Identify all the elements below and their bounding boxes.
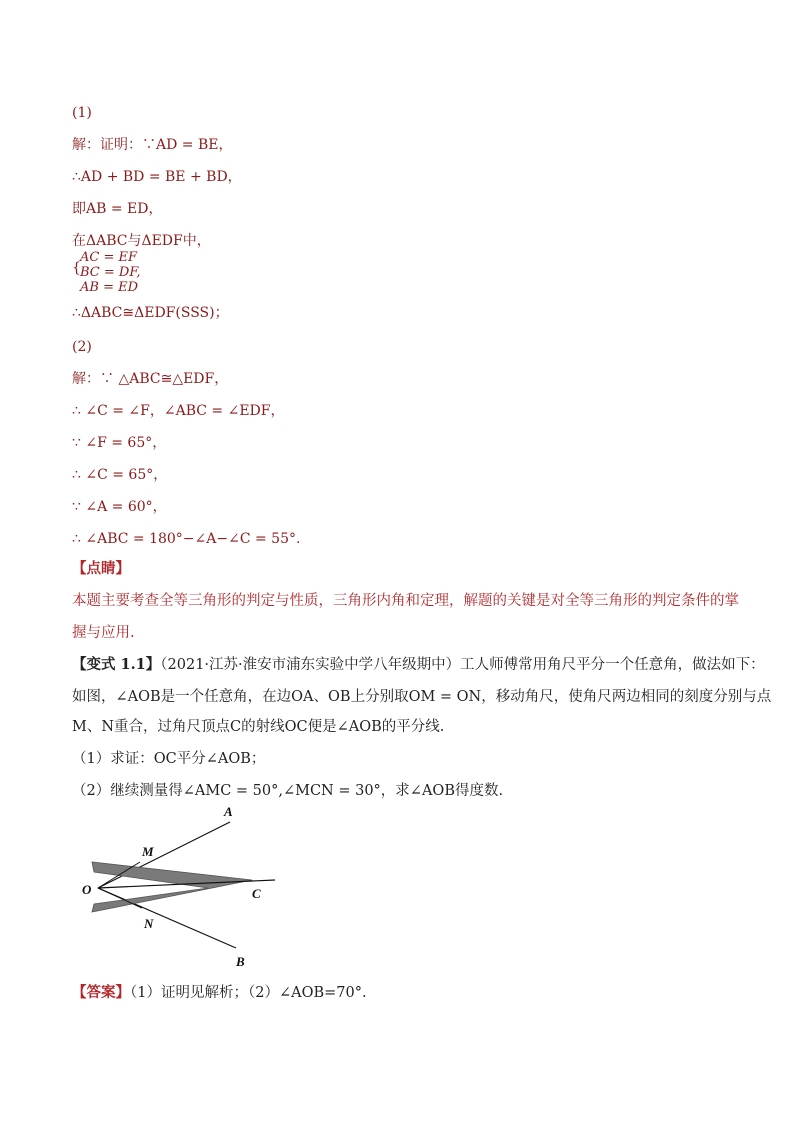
system-row-3: AB = ED <box>80 280 139 295</box>
label-c: C <box>252 886 261 901</box>
part1-label: (1) <box>72 105 92 121</box>
variant-line-3: M、N重合，过角尺顶点C的射线OC便是∠AOB的平分线. <box>72 719 445 735</box>
system-row-2: BC = DF, <box>80 265 141 280</box>
answer-line <box>72 984 367 1002</box>
label-b: B <box>236 954 245 969</box>
part1-line-4: 在ΔABC与ΔEDF中， <box>72 233 211 249</box>
part1-line-1: 解：证明：∵AD = BE， <box>72 137 233 153</box>
system-row-1: AC = EF <box>80 250 138 265</box>
answer-text: （1）证明见解析；（2）∠AOB=70°. <box>130 985 367 1001</box>
variant-heading <box>72 656 765 674</box>
question-1: （1）求证：OC平分∠AOB； <box>72 751 266 767</box>
answer-tag: 【答案】 <box>72 984 130 1001</box>
label-a: A <box>224 804 233 819</box>
part1-line-3: 即AB = ED， <box>72 201 163 217</box>
part1-line-2: ∴AD + BD = BE + BD， <box>72 169 242 185</box>
question-2: （2）继续测量得∠AMC = 50°,∠MCN = 30°，求∠AOB得度数. <box>72 783 504 799</box>
comment-line-2: 握与应用. <box>72 625 135 641</box>
part2-line-2: ∴ ∠C = ∠F，∠ABC = ∠EDF， <box>72 403 285 419</box>
part2-line-4: ∴ ∠C = 65°， <box>72 467 168 483</box>
equation-system <box>72 250 272 298</box>
system-brace: { <box>72 260 81 276</box>
comment-line-1: 本题主要考查全等三角形的判定与性质，三角形内角和定理，解题的关键是对全等三角形的判定条件的掌 <box>72 593 739 609</box>
part2-line-1: 解：∵ △ABC≅△EDF， <box>72 371 229 387</box>
variant-source: （2021·江苏·淮安市浦东实验中学八年级期中）工人师傅常用角尺平分一个任意角，做法如下： <box>160 657 765 673</box>
label-o: O <box>82 882 92 897</box>
comment-tag: 【点睛】 <box>72 560 130 577</box>
part1-conclusion: ∴ΔABC≅ΔEDF(SSS)； <box>72 305 229 321</box>
label-m: M <box>142 844 154 859</box>
part2-line-3: ∵ ∠F = 65°， <box>72 435 167 451</box>
part2-line-5: ∵ ∠A = 60°， <box>72 499 167 515</box>
part2-line-6: ∴ ∠ABC = 180°−∠A−∠C = 55°. <box>72 531 301 547</box>
label-n: N <box>144 916 154 931</box>
part2-label: (2) <box>72 339 92 355</box>
variant-tag: 【变式 1.1】 <box>72 656 161 673</box>
variant-line-2: 如图，∠AOB是一个任意角，在边OA、OB上分别取OM = ON，移动角尺，使角尺两边相同的刻度分别与点 <box>72 689 772 705</box>
angle-ruler-figure <box>80 800 300 975</box>
